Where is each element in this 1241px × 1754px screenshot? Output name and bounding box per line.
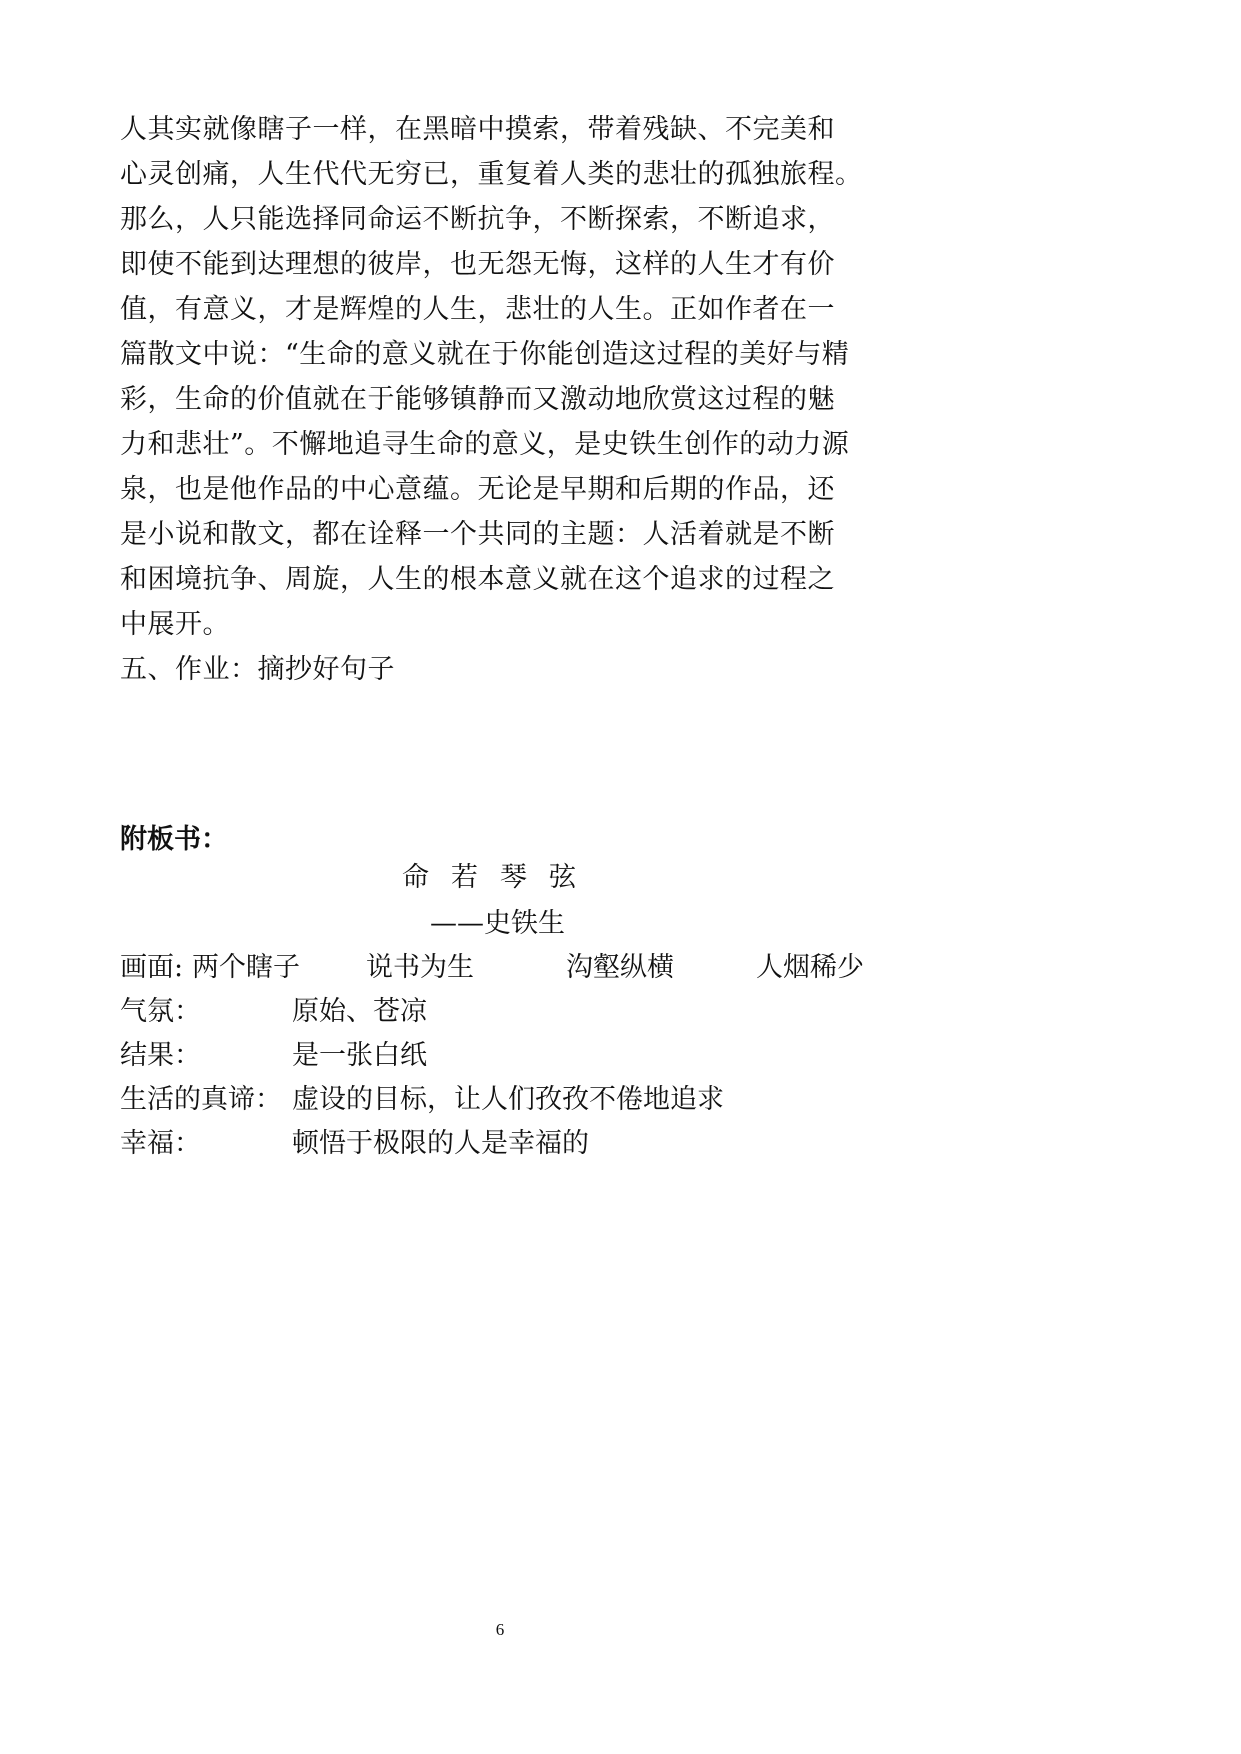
board-row-label: 生活的真谛：: [120, 1084, 282, 1115]
paragraph-line: 人其实就像瞎子一样，在黑暗中摸索，带着残缺、不完美和: [120, 114, 835, 145]
paragraph-line: 即使不能到达理想的彼岸，也无怨无悔，这样的人生才有价: [120, 249, 835, 280]
board-row-item: 是一张白纸: [292, 1040, 427, 1071]
paragraph-line: 是小说和散文，都在诠释一个共同的主题：人活着就是不断: [120, 519, 835, 550]
board-row-happiness: [120, 1122, 920, 1166]
paragraph-line: 那么，人只能选择同命运不断抗争，不断探索，不断追求，: [120, 204, 835, 235]
paragraph-line: 心灵创痛，人生代代无穷已，重复着人类的悲壮的孤独旅程。: [120, 159, 863, 190]
board-row-item: 原始、苍凉: [292, 996, 427, 1027]
paragraph-line: 力和悲壮”。不懈地追寻生命的意义，是史铁生创作的动力源: [120, 429, 850, 460]
homework-line: 五、作业：摘抄好句子: [120, 654, 395, 685]
board-row-scene: [120, 946, 920, 990]
paragraph-line: 值，有意义，才是辉煌的人生，悲壮的人生。正如作者在一: [120, 294, 835, 325]
board-row-item: 顿悟于极限的人是幸福的: [292, 1128, 589, 1159]
board-row-item: 两个瞎子: [192, 952, 300, 983]
board-subtitle: ——史铁生: [430, 908, 565, 939]
paragraph-line: 中展开。: [120, 609, 230, 640]
board-row-atmosphere: [120, 990, 920, 1034]
board-heading: 附板书：: [120, 824, 228, 855]
board-row-label: 幸福：: [120, 1128, 201, 1159]
paragraph-line: 篇散文中说：“生命的意义就在于你能创造这过程的美好与精: [120, 339, 850, 370]
paragraph-line: 泉，也是他作品的中心意蕴。无论是早期和后期的作品，还: [120, 474, 835, 505]
page-number: 6: [495, 1620, 505, 1639]
board-row-item: 虚设的目标，让人们孜孜不倦地追求: [292, 1084, 724, 1115]
paragraph-line: 和困境抗争、周旋，人生的根本意义就在这个追求的过程之: [120, 564, 835, 595]
board-row-label: 画面:: [120, 952, 184, 983]
paragraph-line: 彩，生命的价值就在于能够镇静而又激动地欣赏这过程的魅: [120, 384, 835, 415]
board-row-item: 沟壑纵横: [566, 952, 674, 983]
board-row-result: [120, 1034, 920, 1078]
board-row-item: 人烟稀少: [756, 952, 864, 983]
board-row-item: 说书为生: [366, 952, 474, 983]
board-row-truth: [120, 1078, 920, 1122]
board-row-label: 气氛：: [120, 996, 201, 1027]
board-row-label: 结果：: [120, 1040, 201, 1071]
board-title: 命若琴弦: [402, 862, 598, 893]
